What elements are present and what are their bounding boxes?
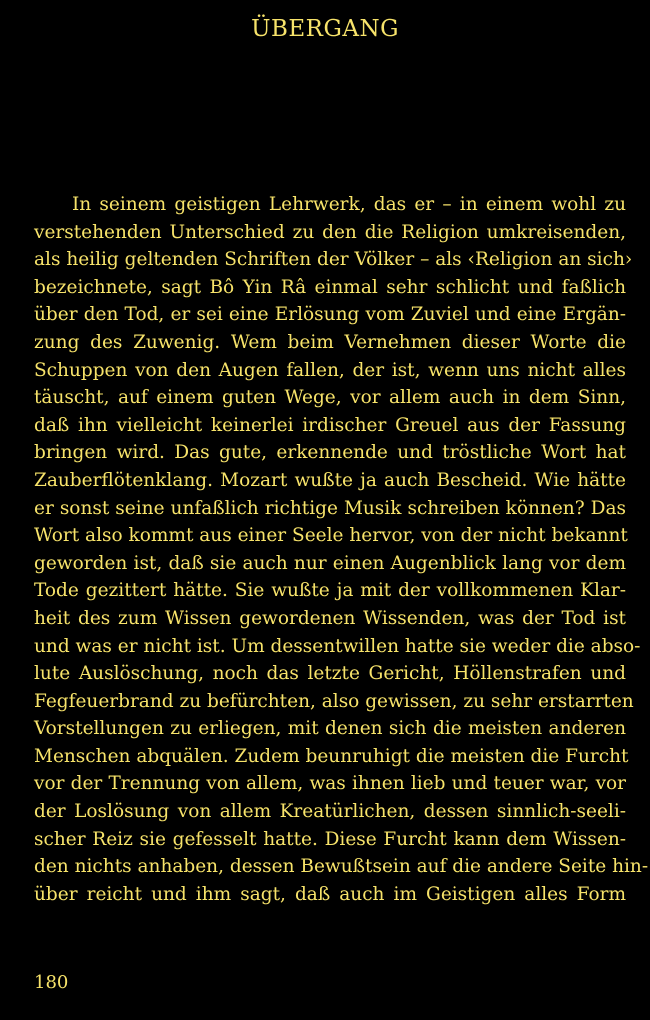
text-line: über reicht und ihm sagt, daß auch im Geistigen alles Form [34, 883, 626, 905]
text-line: Wort also kommt aus einer Seele hervor, von der nicht bekannt [34, 525, 628, 547]
text-line: zung des Zuwenig. Wem beim Vernehmen dieser Worte die [34, 331, 626, 353]
text-line: daß ihn vielleicht keinerlei irdischer Greuel aus der Fassung [34, 414, 626, 436]
text-line: den nichts anhaben, dessen Bewußtsein auf die andere Seite hin- [34, 856, 649, 878]
text-line: Tode gezittert hätte. Sie wußte ja mit der vollkommenen Klar- [34, 580, 626, 602]
text-line: er sonst seine unfaßlich richtige Musik schreiben können? Das [34, 497, 626, 519]
text-line: Schuppen von den Augen fallen, der ist, wenn uns nicht alles [34, 359, 626, 381]
text-line: Zauberflötenklang. Mozart wußte ja auch Bescheid. Wie hätte [34, 469, 626, 491]
text-line: bezeichnete, sagt Bô Yin Râ einmal sehr schlicht und faßlich [34, 276, 626, 298]
text-line: In seinem geistigen Lehrwerk, das er – in einem wohl zu [72, 194, 626, 215]
body-text [34, 191, 649, 908]
text-line: täuscht, auf einem guten Wege, vor allem auch in dem Sinn, [34, 387, 626, 409]
text-line: bringen wird. Das gute, erkennende und tröstliche Wort hat [34, 442, 626, 464]
text-line: scher Reiz sie gefesselt hatte. Diese Furcht kann dem Wissen- [34, 828, 626, 850]
page-number: 180 [34, 972, 69, 993]
text-line: Vorstellungen zu erliegen, mit denen sich die meisten anderen [34, 718, 626, 740]
text-line: als heilig geltenden Schriften der Völker – als ‹Religion an sich› [34, 249, 633, 271]
text-line: Fegfeuerbrand zu befürchten, also gewissen, zu sehr erstarrten [34, 690, 634, 712]
text-line: vor der Trennung von allem, was ihnen lieb und teuer war, vor [34, 773, 626, 795]
text-line: der Loslösung von allem Kreatürlichen, dessen sinnlich-seeli- [34, 801, 626, 823]
text-line: heit des zum Wissen gewordenen Wissenden, was der Tod ist [34, 607, 626, 629]
text-line: verstehenden Unterschied zu den die Religion umkreisenden, [34, 221, 626, 243]
text-line: über den Tod, er sei eine Erlösung vom Zuviel und eine Ergän- [34, 304, 626, 326]
text-line: und was er nicht ist. Um dessentwillen hatte sie weder die abso- [34, 635, 641, 657]
text-line: lute Auslöschung, noch das letzte Gericht, Höllenstrafen und [34, 663, 626, 685]
text-line: geworden ist, daß sie auch nur einen Augenblick lang vor dem [34, 552, 626, 574]
running-header: ÜBERGANG [251, 16, 399, 42]
text-line: Menschen abquälen. Zudem beunruhigt die meisten die Furcht [34, 745, 629, 767]
